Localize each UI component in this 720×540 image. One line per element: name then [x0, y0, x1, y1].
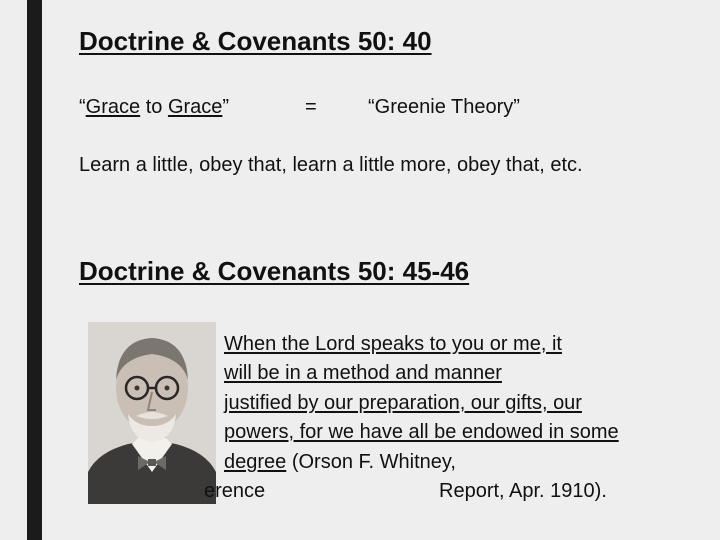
- portrait-photo-icon: [88, 322, 216, 504]
- quote-line-6a: erence: [204, 480, 266, 502]
- accent-bar: [27, 0, 42, 540]
- heading-dc-50-40: Doctrine & Covenants 50: 40: [79, 26, 432, 56]
- equals-sign: =: [305, 96, 317, 118]
- quote-line-3: justified by our preparation, our gifts, our: [224, 392, 582, 414]
- heading-dc-50-45-46: Doctrine & Covenants 50: 45-46: [79, 256, 470, 286]
- learn-a-little-line: Learn a little, obey that, learn a little more, obey that, etc.: [79, 154, 583, 176]
- quote-line-5: degree (Orson F. Whitney,: [224, 451, 456, 473]
- quote-line-2: will be in a method and manner: [224, 362, 502, 384]
- greenie-theory-phrase: “Greenie Theory”: [368, 96, 520, 118]
- quote-line-4: powers, for we have all be endowed in some: [224, 421, 619, 443]
- quote-line-1: When the Lord speaks to you or me, it: [224, 333, 562, 355]
- grace-to-grace-phrase: “Grace to Grace”: [79, 96, 230, 118]
- quote-line-6b: Report, Apr. 1910).: [439, 480, 607, 502]
